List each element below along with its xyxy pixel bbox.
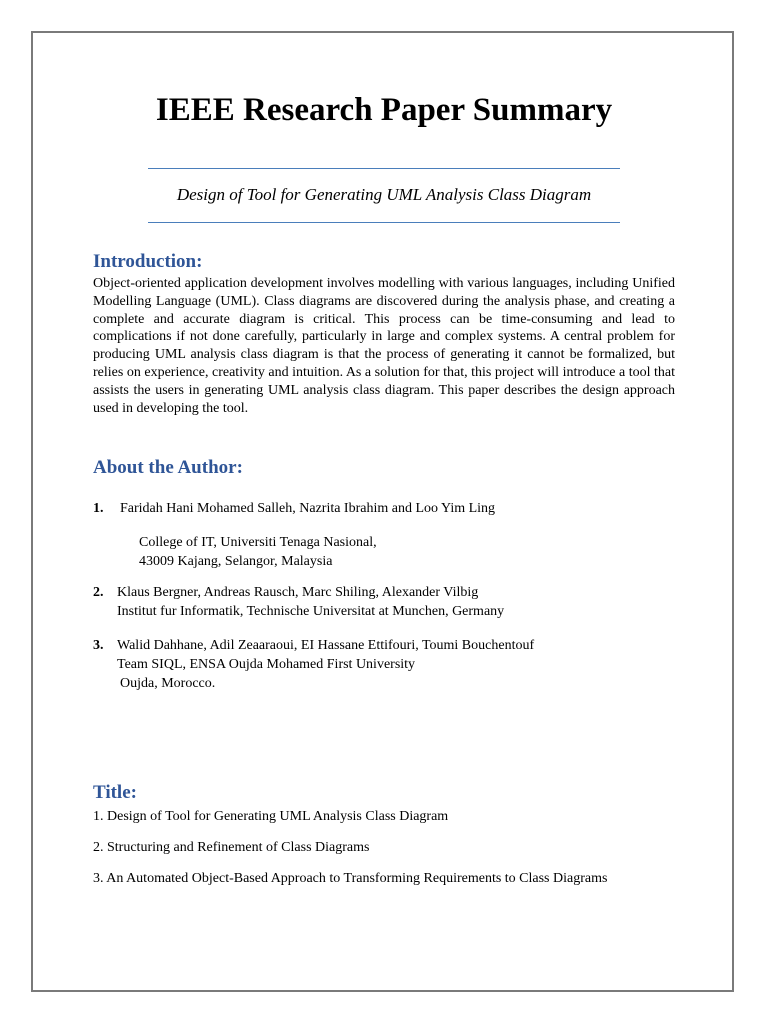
introduction-heading: Introduction: xyxy=(93,251,203,272)
about-author-heading: About the Author: xyxy=(93,457,243,478)
author-names: Walid Dahhane, Adil Zeaaraoui, EI Hassane Ettifouri, Toumi Bouchentouf xyxy=(117,638,535,653)
author-number: 1. xyxy=(93,501,104,516)
author-affiliation: 43009 Kajang, Selangor, Malaysia xyxy=(139,554,333,569)
author-names-line xyxy=(93,583,693,602)
subtitle-bottom-rule xyxy=(148,222,620,223)
author-affiliation: College of IT, Universiti Tenaga Nasional, xyxy=(139,535,377,550)
author-entry-2 xyxy=(93,583,693,621)
author-affiliation: Team SIQL, ENSA Oujda Mohamed First University xyxy=(117,657,416,672)
author-entry-3 xyxy=(93,636,693,693)
subtitle-top-rule xyxy=(148,168,620,169)
author-names: Klaus Bergner, Andreas Rausch, Marc Shiling, Alexander Vilbig xyxy=(117,585,479,600)
author-number: 3. xyxy=(93,638,104,653)
introduction-body: Object-oriented application development involves modelling with various languages, including Unified Modelling Language (UML). Class diagrams are discovered during the analysis phase, and creating a complete and accurate diagram is critical. This process can be time-consuming and lead to complications if not done carefully, particularly in large and complex systems. A central problem for producing UML analysis class diagram is that the process of generating it cannot be formalized, but relies on experience, creativity and intuition. As a solution for that, this project will introduce a tool that assists the users in generating UML analysis class diagram. This paper describes the design approach used in developing the tool. xyxy=(93,276,675,416)
title-item: 2. Structuring and Refinement of Class Diagrams xyxy=(93,840,370,855)
title-item: 3. An Automated Object-Based Approach to Transforming Requirements to Class Diagrams xyxy=(93,871,608,886)
document-subtitle: Design of Tool for Generating UML Analysis Class Diagram xyxy=(176,185,592,204)
author-number: 2. xyxy=(93,585,104,600)
author-names-line xyxy=(93,499,693,518)
author-names: Faridah Hani Mohamed Salleh, Nazrita Ibrahim and Loo Yim Ling xyxy=(120,501,496,516)
author-affiliation: Oujda, Morocco. xyxy=(120,676,216,691)
author-names-line xyxy=(93,636,693,655)
title-item: 1. Design of Tool for Generating UML Analysis Class Diagram xyxy=(93,809,449,824)
title-heading: Title: xyxy=(93,782,137,803)
author-entry-1 xyxy=(93,499,693,571)
author-affiliation: Institut fur Informatik, Technische Universitat at Munchen, Germany xyxy=(117,604,505,619)
document-title: IEEE Research Paper Summary xyxy=(155,92,613,128)
